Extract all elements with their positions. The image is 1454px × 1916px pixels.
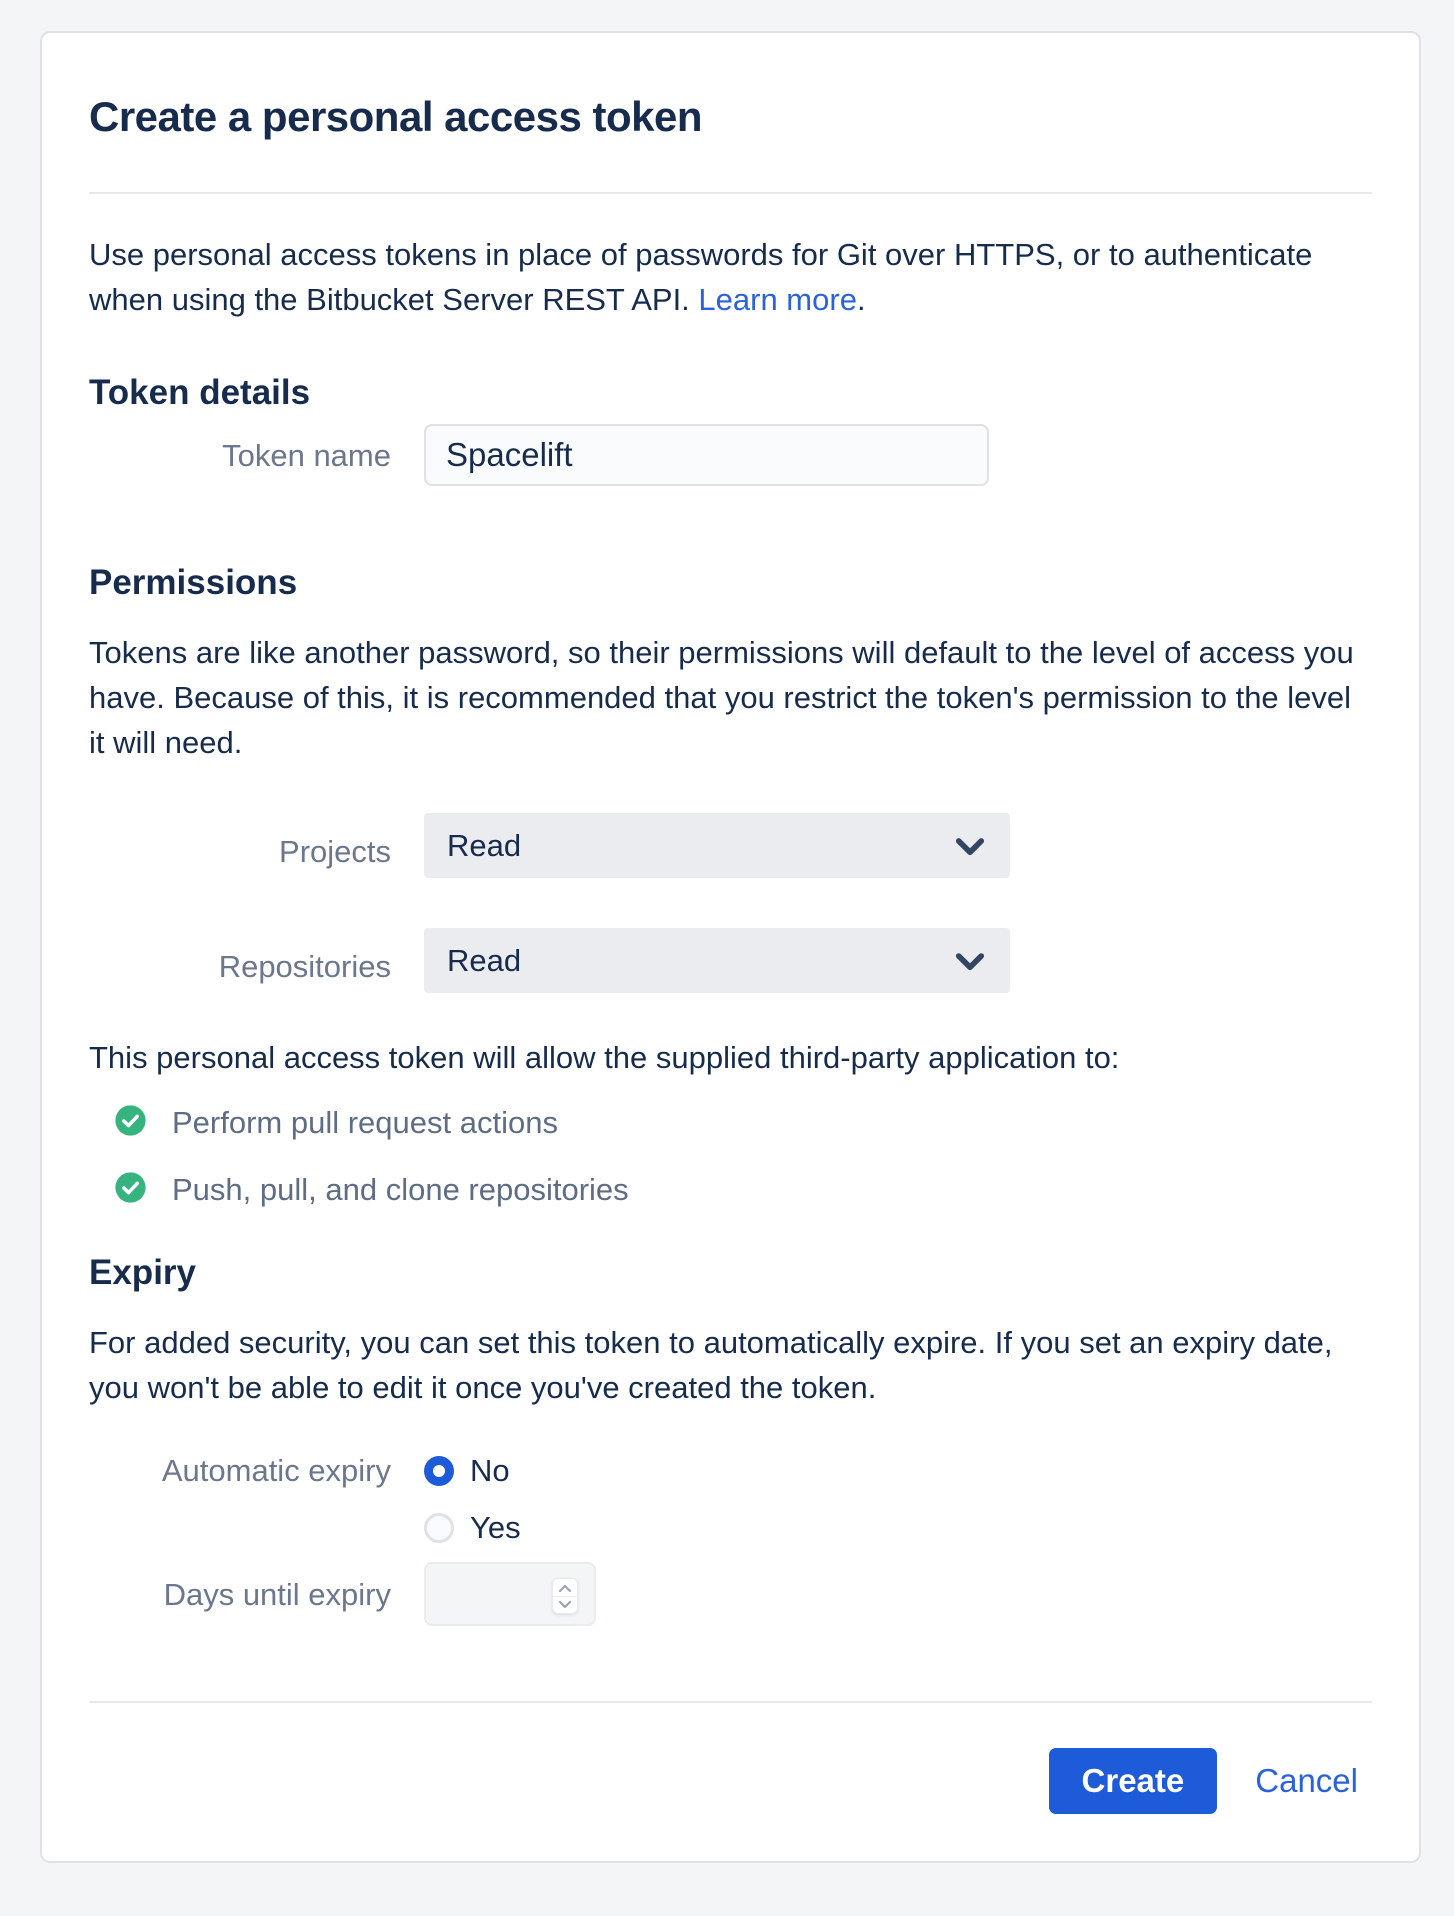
- repositories-label: Repositories: [218, 949, 391, 984]
- allow-text: This personal access token will allow the supplied third-party application to:: [89, 1040, 1120, 1075]
- days-until-expiry-input[interactable]: [424, 1562, 596, 1626]
- capability-text: Perform pull request actions: [172, 1104, 558, 1140]
- title-divider: [89, 192, 1372, 194]
- token-details-heading: Token details: [89, 373, 311, 412]
- days-until-expiry-row: [89, 1562, 1372, 1626]
- stepper-arrows-icon[interactable]: [552, 1578, 578, 1614]
- check-circle-icon: [114, 1104, 147, 1142]
- token-name-row: [89, 424, 1372, 486]
- automatic-expiry-row: [89, 1448, 1372, 1550]
- radio-option-no[interactable]: [424, 1448, 521, 1493]
- intro-text-after: .: [856, 282, 866, 317]
- list-item: [114, 1100, 1372, 1145]
- projects-select[interactable]: [424, 813, 1010, 878]
- capability-list: [89, 1100, 1372, 1212]
- projects-label: Projects: [279, 834, 391, 869]
- permissions-description: Tokens are like another password, so their permissions will default to the level of access you have. Because of this, it is recommended that you restrict the token's permission to the level it will need.: [89, 635, 1354, 760]
- expiry-description: For added security, you can set this token to automatically expire. If you set an expiry date, you won't be able to edit it once you've created the token.: [89, 1325, 1333, 1405]
- chevron-down-icon: [955, 837, 985, 862]
- radio-unselected-icon[interactable]: [424, 1513, 454, 1543]
- check-circle-icon: [114, 1171, 147, 1209]
- footer-actions: [89, 1748, 1372, 1814]
- page-title: Create a personal access token: [89, 93, 702, 140]
- token-name-input[interactable]: [424, 424, 989, 486]
- permissions-heading: Permissions: [89, 563, 298, 602]
- create-button[interactable]: Create: [1049, 1748, 1218, 1814]
- repositories-select[interactable]: [424, 928, 1010, 993]
- radio-no-label[interactable]: No: [470, 1452, 510, 1488]
- expiry-heading: Expiry: [89, 1253, 196, 1292]
- cancel-button[interactable]: Cancel: [1255, 1762, 1358, 1799]
- days-until-expiry-label: Days until expiry: [163, 1576, 391, 1612]
- projects-row: [89, 813, 1372, 878]
- list-item: [114, 1167, 1372, 1212]
- intro-text: [89, 232, 1372, 322]
- repositories-select-value: Read: [447, 942, 522, 978]
- chevron-down-icon: [955, 952, 985, 977]
- automatic-expiry-label: Automatic expiry: [161, 1453, 391, 1488]
- radio-yes-label[interactable]: Yes: [470, 1509, 521, 1545]
- automatic-expiry-radio-group: [424, 1448, 521, 1550]
- radio-selected-icon[interactable]: [424, 1456, 454, 1486]
- footer-divider: [89, 1701, 1372, 1703]
- intro-text-before: Use personal access tokens in place of passwords for Git over HTTPS, or to authenticate when using the Bitbucket Server REST API.: [89, 237, 1313, 317]
- projects-select-value: Read: [447, 827, 522, 863]
- capability-text: Push, pull, and clone repositories: [172, 1171, 629, 1207]
- create-token-card: [40, 31, 1421, 1863]
- repositories-row: [89, 928, 1372, 993]
- token-name-label: Token name: [222, 437, 391, 473]
- radio-option-yes[interactable]: [424, 1505, 521, 1550]
- learn-more-link[interactable]: Learn more: [698, 282, 857, 317]
